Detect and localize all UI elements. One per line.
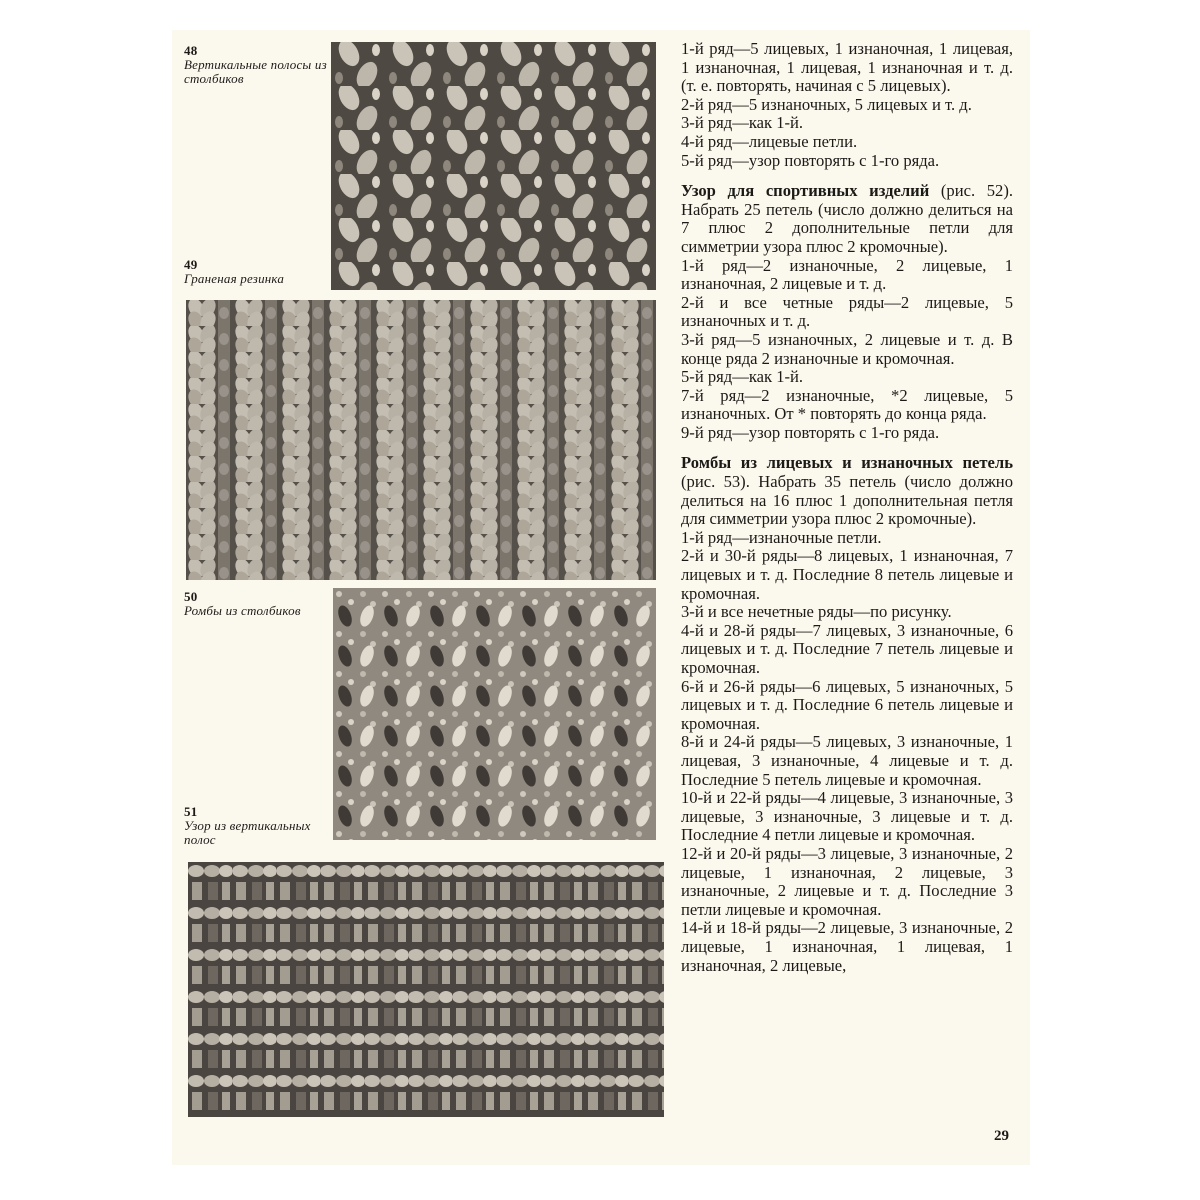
caption-48 bbox=[184, 44, 329, 86]
diamonds-row-6: 6-й и 26-й ряды—6 лицевых, 5 изнаночных, 5 лицевых и т. д. Последние 6 петель лицевые и кромочная. bbox=[681, 676, 1013, 733]
row-5-instruction: 5-й ряд—узор повторять с 1-го ряда. bbox=[681, 150, 940, 170]
row-1-instruction: 1-й ряд—5 лицевых, 1 изнаночная, 1 лицевая, 1 изнаночная, 1 лицевая, 1 изнаночная и т. д. (т. е. повторять, начиная с 5 лицевых). bbox=[681, 39, 1013, 96]
knit-photo-49-ribbing bbox=[186, 300, 656, 580]
section-intro: (рис. 53). Набрать 35 петель (число должно делиться на 16 плюс 1 дополнительная петля для симметрии узора плюс 2 кромочные). bbox=[681, 472, 1013, 529]
caption-50 bbox=[184, 590, 329, 618]
page-number: 29 bbox=[994, 1128, 1009, 1144]
figure-number: 49 bbox=[184, 257, 198, 272]
sport-row-3: 3-й ряд—5 изнаночных, 2 лицевые и т. д. В конце ряда 2 изнаночные и кромочная. bbox=[681, 329, 1013, 368]
row-4-instruction: 4-й ряд—лицевые петли. bbox=[681, 131, 858, 151]
section-heading: Узор для спортивных изделий bbox=[681, 181, 930, 201]
diamonds-row-1: 1-й ряд—изнаночные петли. bbox=[681, 527, 882, 547]
caption-51 bbox=[184, 805, 319, 847]
figure-number: 48 bbox=[184, 43, 198, 58]
caption-text: Узор из вертикальных полос bbox=[184, 818, 311, 847]
diamonds-row-12: 12-й и 20-й ряды—3 лицевые, 3 изнаночные, 2 лицевые, 1 изнаночная, 2 лицевые, 3 изнаночные, 2 лицевые и т. д. Последние 3 петли лицевые и кромочная. bbox=[681, 843, 1013, 919]
caption-text: Граненая резинка bbox=[184, 271, 285, 286]
caption-text: Вертикальные полосы из столбиков bbox=[184, 57, 327, 86]
sport-row-1: 1-й ряд—2 изнаночные, 2 лицевые, 1 изнаночная, 2 лицевые и т. д. bbox=[681, 255, 1013, 294]
knit-photo-48-cables bbox=[331, 42, 656, 290]
diamonds-row-8: 8-й и 24-й ряды—5 лицевых, 3 изнаночные, 1 лицевая, 3 изнаночные, 4 лицевые и т. д. Последние 5 петель лицевые и кромочная. bbox=[681, 732, 1013, 789]
section-diamonds bbox=[681, 454, 1013, 528]
sport-row-2: 2-й и все четные ряды—2 лицевые, 5 изнаночных и т. д. bbox=[681, 292, 1013, 331]
figure-number: 50 bbox=[184, 589, 198, 604]
diamonds-row-2: 2-й и 30-й ряды—8 лицевых, 1 изнаночная, 7 лицевых и т. д. Последние 8 петель лицевые и кромочная. bbox=[681, 546, 1013, 603]
sport-row-5: 5-й ряд—как 1-й. bbox=[681, 367, 804, 387]
diamonds-row-3: 3-й и все нечетные ряды—по рисунку. bbox=[681, 602, 952, 622]
knit-photo-51-stripes bbox=[188, 862, 664, 1117]
diamonds-row-4: 4-й и 28-й ряды—7 лицевых, 3 изнаночные, 6 лицевых и т. д. Последние 7 петель лицевые и кромочная. bbox=[681, 620, 1013, 677]
section-intro: (рис. 52). Набрать 25 петель (число должно делиться на 7 плюс 2 дополнительные петли для симметрии узора плюс 2 кромочные). bbox=[681, 181, 1013, 256]
diamonds-row-14: 14-й и 18-й ряды—2 лицевые, 3 изнаночные, 2 лицевые, 1 изнаночная, 1 лицевая, 1 изнаночная, 2 лицевые, bbox=[681, 918, 1013, 975]
row-3-instruction: 3-й ряд—как 1-й. bbox=[681, 113, 804, 133]
section-sport-pattern bbox=[681, 182, 1013, 256]
sport-row-9: 9-й ряд—узор повторять с 1-го ряда. bbox=[681, 422, 940, 442]
section-heading: Ромбы из лицевых и изнаночных петель bbox=[681, 453, 1013, 473]
instruction-text-column bbox=[681, 40, 1013, 975]
row-2-instruction: 2-й ряд—5 изнаночных, 5 лицевых и т. д. bbox=[681, 94, 972, 114]
figure-number: 51 bbox=[184, 804, 198, 819]
sport-row-7: 7-й ряд—2 изнаночные, *2 лицевые, 5 изнаночных. От * повторять до конца ряда. bbox=[681, 385, 1013, 424]
caption-text: Ромбы из столбиков bbox=[184, 603, 301, 618]
diamonds-row-10: 10-й и 22-й ряды—4 лицевые, 3 изнаночные, 3 лицевые, 3 изнаночные, 3 лицевые и т. д. Последние 4 петли лицевые и кромочная. bbox=[681, 788, 1013, 845]
knit-photo-50-diamonds bbox=[333, 588, 656, 840]
caption-49 bbox=[184, 258, 329, 286]
